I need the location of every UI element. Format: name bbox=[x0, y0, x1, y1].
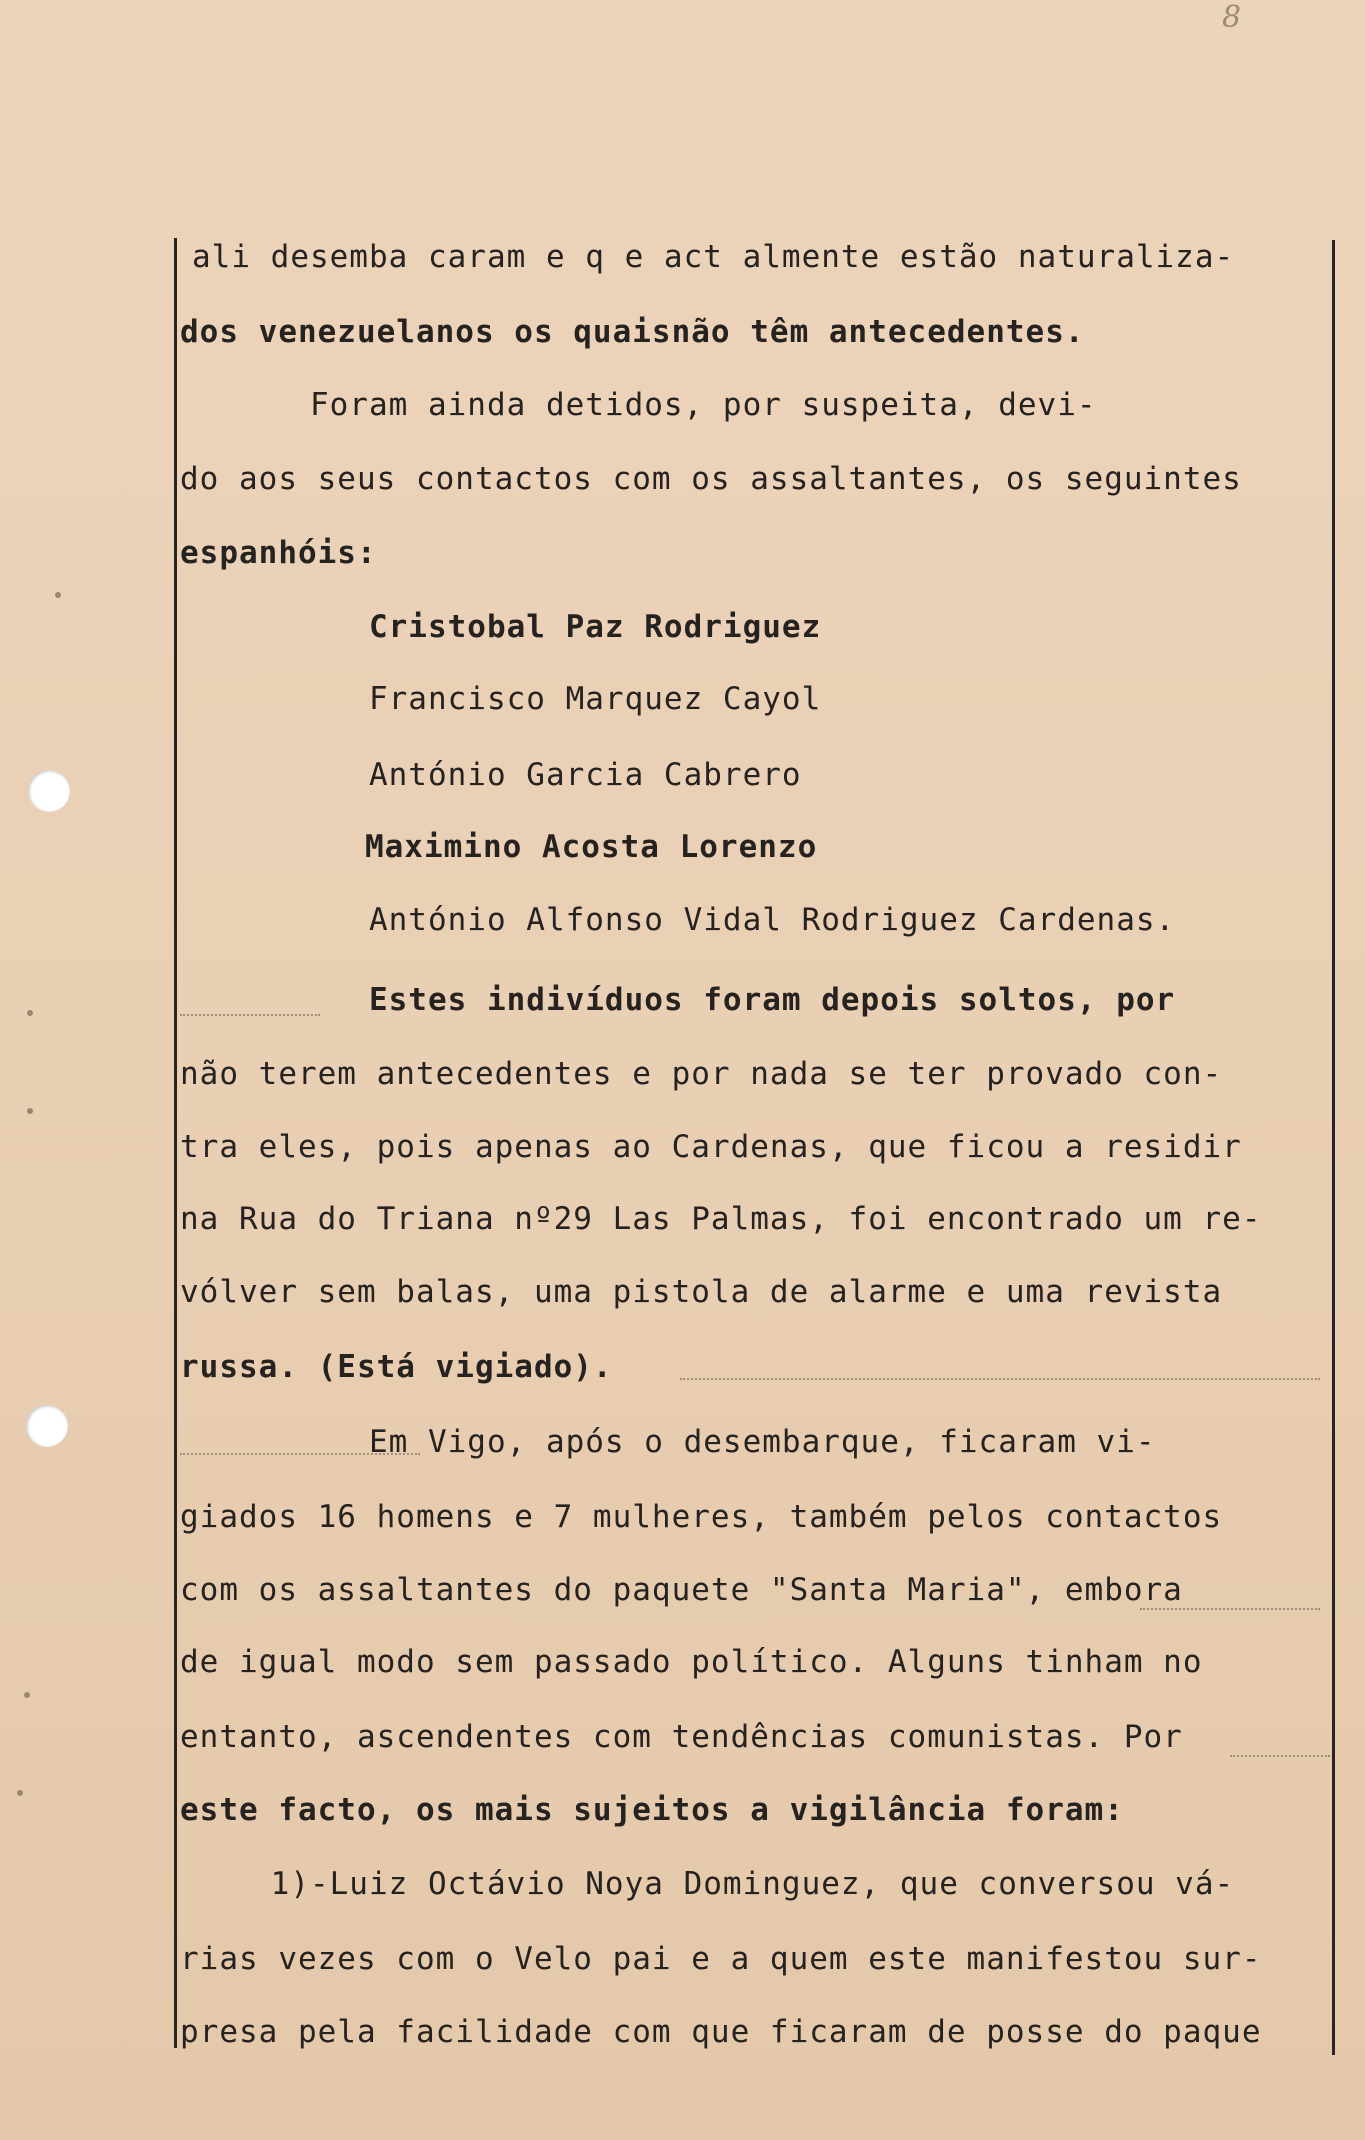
paper-speck bbox=[27, 1108, 33, 1114]
name-entry: Maximino Acosta Lorenzo bbox=[188, 829, 818, 865]
name-entry: Cristobal Paz Rodriguez bbox=[192, 609, 822, 645]
text-line: entanto, ascendentes com tendências comunistas. Por bbox=[180, 1719, 1183, 1755]
text-line: do aos seus contactos com os assaltantes, os seguintes bbox=[180, 461, 1242, 497]
text-line: não terem antecedentes e por nada se ter provado con- bbox=[180, 1056, 1223, 1092]
paper-speck bbox=[55, 592, 61, 598]
text-line: tra eles, pois apenas ao Cardenas, que ficou a residir bbox=[180, 1129, 1242, 1165]
dotted-guide bbox=[680, 1378, 1320, 1380]
text-line: russa. (Está vigiado). bbox=[180, 1349, 613, 1385]
text-line: presa pela facilidade com que ficaram de posse do paque bbox=[180, 2014, 1262, 2050]
text-line: Estes indivíduos foram depois soltos, por bbox=[192, 982, 1176, 1018]
text-line: 1)-Luiz Octávio Noya Dominguez, que conversou vá- bbox=[192, 1866, 1235, 1902]
text-line: ali desemba caram e q e act almente estão naturaliza- bbox=[192, 239, 1235, 275]
paper-speck bbox=[24, 1692, 30, 1698]
punch-hole-bottom bbox=[26, 1405, 68, 1447]
name-entry: António Alfonso Vidal Rodriguez Cardenas. bbox=[192, 902, 1176, 938]
text-line: giados 16 homens e 7 mulheres, também pelos contactos bbox=[180, 1499, 1223, 1535]
text-line: vólver sem balas, uma pistola de alarme e uma revista bbox=[180, 1274, 1223, 1310]
text-line: rias vezes com o Velo pai e a quem este manifestou sur- bbox=[180, 1941, 1262, 1977]
paper-speck bbox=[17, 1790, 23, 1796]
paper-speck bbox=[27, 1010, 33, 1016]
page-number: 8 bbox=[1222, 0, 1242, 35]
text-line: este facto, os mais sujeitos a vigilância foram: bbox=[180, 1792, 1124, 1828]
text-line: Foram ainda detidos, por suspeita, devi- bbox=[192, 387, 1097, 423]
text-line: na Rua do Triana nº29 Las Palmas, foi encontrado um re- bbox=[180, 1201, 1262, 1237]
left-margin-line bbox=[174, 238, 177, 2048]
right-margin-line bbox=[1332, 240, 1335, 2055]
punch-hole-top bbox=[28, 770, 70, 812]
text-line: Em Vigo, após o desembarque, ficaram vi- bbox=[192, 1424, 1156, 1460]
name-entry: Francisco Marquez Cayol bbox=[192, 681, 822, 717]
name-entry: António Garcia Cabrero bbox=[192, 757, 802, 793]
text-line: de igual modo sem passado político. Alguns tinham no bbox=[180, 1644, 1203, 1680]
dotted-guide bbox=[1230, 1755, 1330, 1757]
text-line: com os assaltantes do paquete "Santa Maria", embora bbox=[180, 1572, 1183, 1608]
text-line: espanhóis: bbox=[180, 535, 377, 571]
text-line: dos venezuelanos os quaisnão têm antecedentes. bbox=[180, 314, 1085, 350]
